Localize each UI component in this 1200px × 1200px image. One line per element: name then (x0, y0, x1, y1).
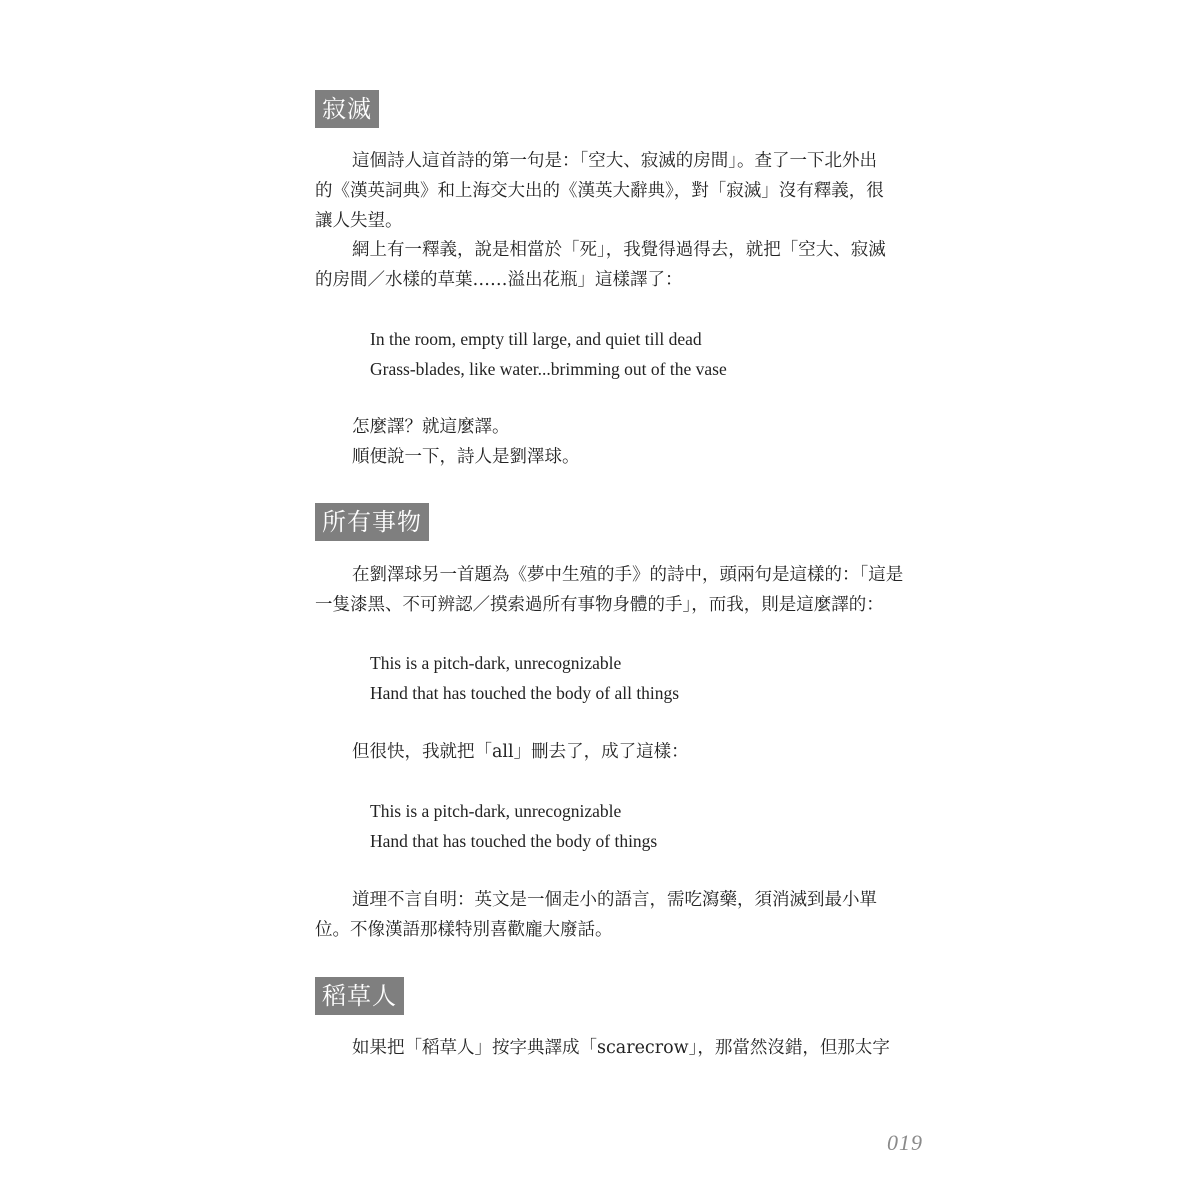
text-line: 如果把「稻草人」按字典譯成「scarecrow」，那當然沒錯，但那太字 (352, 1038, 890, 1058)
verse-line: In the room, empty till large, and quiet till dead (370, 329, 702, 349)
verse-line: This is a pitch-dark, unrecognizable (370, 653, 622, 673)
paragraph (315, 885, 927, 945)
page-number: 019 (887, 1130, 923, 1155)
text-line: 這個詩人這首詩的第一句是：「空大、寂滅的房間」。查了一下北外出 (352, 151, 877, 171)
text-line: 但很快，我就把「all」刪去了，成了這樣： (352, 742, 689, 762)
verse-block (370, 796, 657, 856)
text-line: 道理不言自明：英文是一個走小的語言，需吃瀉藥，須消滅到最小單 (352, 890, 877, 910)
section-heading-silence: 寂滅 (315, 90, 379, 128)
verse-block (370, 324, 727, 384)
verse-line: This is a pitch-dark, unrecognizable (370, 801, 622, 821)
text-line: 位。不像漢語那樣特別喜歡龐大廢話。 (315, 920, 613, 940)
text-line: 讓人失望。 (315, 211, 403, 231)
verse-line: Hand that has touched the body of all things (370, 683, 680, 703)
section-heading-all-things: 所有事物 (315, 503, 429, 541)
paragraph (315, 1033, 927, 1063)
text-line: 一隻漆黑、不可辨認／摸索過所有事物身體的手」，而我，則是這麼譯的： (315, 595, 884, 615)
text-line: 的房間／水樣的草葉……溢出花瓶」這樣譯了： (315, 270, 683, 290)
paragraph (315, 737, 927, 767)
text-line: 在劉澤球另一首題為《夢中生殖的手》的詩中，頭兩句是這樣的：「這是 (352, 565, 904, 585)
text-line: 順便說一下，詩人是劉澤球。 (352, 447, 580, 467)
paragraph (315, 146, 927, 236)
verse-line: Hand that has touched the body of things (370, 831, 658, 851)
text-line: 網上有一釋義，說是相當於「死」，我覺得過得去，就把「空大、寂滅 (352, 240, 886, 260)
section-heading-scarecrow: 稻草人 (315, 977, 404, 1015)
paragraph (315, 560, 927, 620)
text-line: 怎麼譯？就這麼譯。 (352, 417, 510, 437)
verse-line: Grass-blades, like water...brimming out of the vase (370, 359, 727, 379)
text-line: 的《漢英詞典》和上海交大出的《漢英大辭典》，對「寂滅」沒有釋義，很 (315, 181, 884, 201)
verse-block (370, 648, 679, 708)
paragraph (315, 235, 927, 295)
paragraph (315, 412, 927, 472)
